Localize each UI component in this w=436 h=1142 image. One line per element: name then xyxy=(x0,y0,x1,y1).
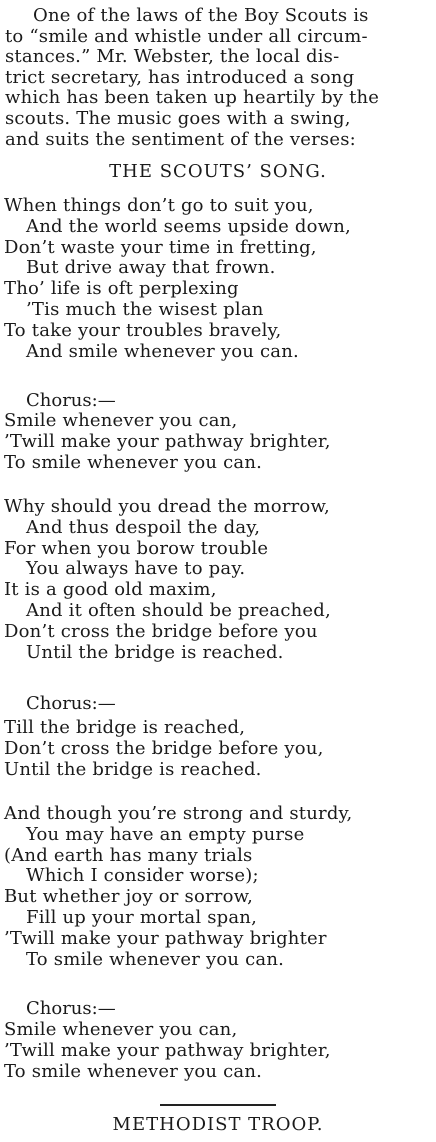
verse-line: To smile whenever you can. xyxy=(26,948,285,970)
section-heading: METHODIST TROOP. xyxy=(112,1114,324,1135)
verse-line: Why should you dread the morrow, xyxy=(4,496,330,517)
verse-line: (And earth has many trials xyxy=(4,844,253,866)
intro-line: and suits the sentiment of the verses: xyxy=(5,128,356,150)
verse-line: ’Tis much the wisest plan xyxy=(26,298,264,320)
chorus-line: Smile whenever you can, xyxy=(4,410,238,431)
verse-line: Which I consider worse); xyxy=(26,865,259,887)
intro-line: stances.” Mr. Webster, the local dis- xyxy=(5,46,340,68)
chorus-1 xyxy=(4,411,434,473)
intro-line: One of the laws of the Boy Scouts is xyxy=(33,5,369,26)
intro-line: trict secretary, has introduced a song xyxy=(5,66,355,88)
verse-line: But drive away that frown. xyxy=(26,257,276,279)
chorus-line: ’Twill make your pathway brighter, xyxy=(4,430,331,452)
verse-line: When things don’t go to suit you, xyxy=(4,195,314,216)
verse-line: It is a good old maxim, xyxy=(4,579,217,601)
chorus-label: Chorus:— xyxy=(26,390,116,411)
verse-line: Don’t waste your time in fretting, xyxy=(4,236,317,258)
intro-line: scouts. The music goes with a swing, xyxy=(5,107,351,129)
verse-line: And thus despoil the day, xyxy=(26,516,261,538)
verse-line: To take your troubles bravely, xyxy=(4,319,282,341)
chorus-label: Chorus:— xyxy=(26,693,116,714)
verse-line: And it often should be preached, xyxy=(26,599,331,621)
verse-3 xyxy=(4,804,434,970)
verse-line: Until the bridge is reached. xyxy=(26,641,284,663)
verse-line: And the world seems upside down, xyxy=(26,215,351,237)
verse-line: Don’t cross the bridge before you xyxy=(4,620,318,642)
chorus-line: ’Twill make your pathway brighter, xyxy=(4,1039,331,1061)
verse-line: And smile whenever you can. xyxy=(26,340,299,362)
verse-line: ’Twill make your pathway brighter xyxy=(4,927,327,949)
song-title: THE SCOUTS’ SONG. xyxy=(109,161,327,182)
verse-line: You always have to pay. xyxy=(26,558,246,580)
verse-line: Fill up your mortal span, xyxy=(26,906,258,928)
verse-line: For when you borow trouble xyxy=(4,537,269,559)
chorus-line: Until the bridge is reached. xyxy=(4,758,262,780)
intro-line: to “smile and whistle under all circum- xyxy=(5,25,368,47)
chorus-label: Chorus:— xyxy=(26,998,116,1019)
chorus-2 xyxy=(4,718,434,780)
intro-paragraph xyxy=(5,6,433,150)
section-divider xyxy=(160,1104,276,1106)
verse-line: Tho’ life is oft perplexing xyxy=(4,278,239,300)
chorus-line: To smile whenever you can. xyxy=(4,451,263,473)
chorus-line: Till the bridge is reached, xyxy=(4,717,246,738)
verse-line: But whether joy or sorrow, xyxy=(4,886,254,908)
verse-line: And though you’re strong and sturdy, xyxy=(4,803,353,824)
verse-2 xyxy=(4,497,434,663)
chorus-line: Smile whenever you can, xyxy=(4,1019,238,1040)
chorus-line: To smile whenever you can. xyxy=(4,1060,263,1082)
chorus-3 xyxy=(4,1020,434,1082)
verse-line: You may have an empty purse xyxy=(26,823,305,845)
intro-line: which has been taken up heartily by the xyxy=(5,87,380,109)
verse-1 xyxy=(4,196,434,362)
chorus-line: Don’t cross the bridge before you, xyxy=(4,737,324,759)
